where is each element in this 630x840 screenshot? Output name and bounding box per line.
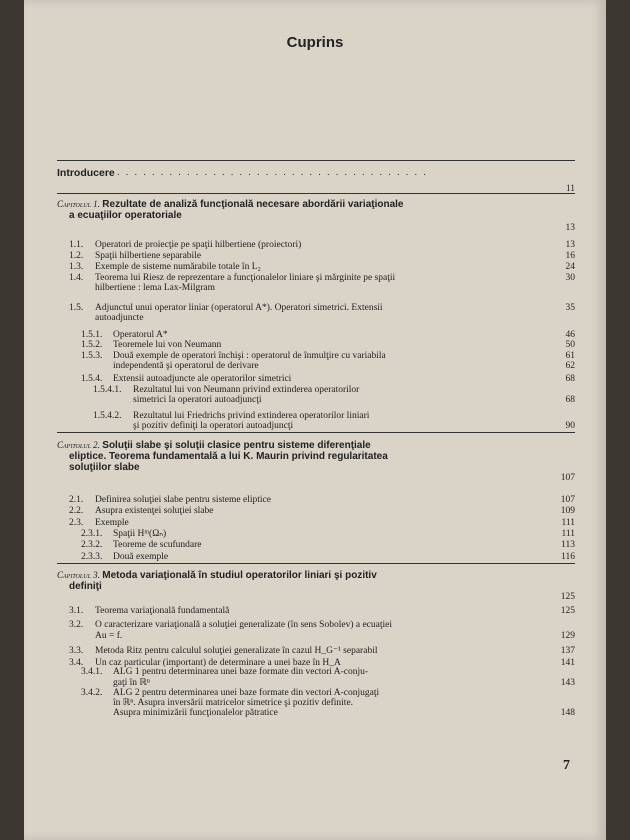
toc-entry-number: 1.4. xyxy=(69,273,84,283)
toc-entry-title: Adjunctul unui operator liniar (operatorul A*). Operatori simetrici. Extensii xyxy=(95,303,383,313)
toc-entry-title: Spaţii hilbertiene separabile xyxy=(95,251,202,261)
toc-page: 113 xyxy=(561,540,575,550)
toc-page: 35 xyxy=(565,303,575,313)
toc-entry-title: Asupra existenţei soluţiei slabe xyxy=(95,506,214,516)
toc-entry xyxy=(57,646,575,657)
toc-entry-number: 2.3.3. xyxy=(81,552,103,562)
toc-page: 11 xyxy=(565,184,575,194)
toc-entry-number: 3.4.2. xyxy=(81,688,103,698)
toc-entry xyxy=(57,283,575,294)
toc-page: 50 xyxy=(565,340,575,350)
toc-entry-number: 1.5.2. xyxy=(81,340,103,350)
toc-page: 62 xyxy=(565,361,575,371)
divider xyxy=(57,193,575,194)
divider xyxy=(57,160,575,161)
toc-entry-title: Metoda Ritz pentru calculul soluţiei generalizate în cazul H_G⁻¹ separabil xyxy=(95,646,378,656)
toc-page: 143 xyxy=(560,678,575,688)
toc-page: 30 xyxy=(565,273,575,283)
toc-entry-number: 3.4. xyxy=(69,658,84,668)
toc-page: 24 xyxy=(565,262,575,272)
toc-entry-number: 1.5. xyxy=(69,303,84,313)
toc-entry xyxy=(57,421,575,432)
toc-entry-number: 1.2. xyxy=(69,251,84,261)
toc-entry-number: 2.3.1. xyxy=(81,529,103,539)
chapter-label: Capitolul 2. xyxy=(57,440,100,450)
toc-entry-title: Exemple xyxy=(95,518,129,528)
toc-entry-number: 1.5.1. xyxy=(81,330,103,340)
toc-entry-title: Operatori de proiecţie pe spaţii hilbertiene (proiectori) xyxy=(95,240,302,250)
toc-entry-number: 1.5.4.1. xyxy=(93,385,122,395)
toc-entry-title: Au = f. xyxy=(95,631,123,641)
toc-entry xyxy=(57,240,575,251)
toc-page: 111 xyxy=(561,529,575,539)
chapter-title: Soluţii slabe şi soluţii clasice pentru sisteme diferenţiale xyxy=(102,440,371,451)
toc-entry-title: Două exemple xyxy=(113,552,169,562)
chapter-title: soluţiilor slabe xyxy=(69,462,140,473)
toc-entry-title: Rezultatul lui Friedrichs privind extinderea operatorilor liniari xyxy=(133,411,370,421)
toc-page: 129 xyxy=(560,631,575,641)
chapter-heading xyxy=(57,581,575,593)
toc-page: 46 xyxy=(565,330,575,340)
toc-entry-title: Exemple de sisteme numărabile totale în L₂ xyxy=(95,262,261,272)
toc-page: 13 xyxy=(565,223,575,233)
page-number: 7 xyxy=(563,758,570,773)
toc-entry-title: independentă şi operatorul de derivare xyxy=(113,361,259,371)
toc-entry-title: Introducere xyxy=(57,167,115,179)
chapter-title: Metoda variaţională în studiul operatorilor liniari şi pozitiv xyxy=(102,570,377,581)
toc-entry-number: 1.5.3. xyxy=(81,351,103,361)
chapter-label: Capitolul 1. xyxy=(57,199,100,209)
toc-entry-title: Spaţii Hᵐ(Ωₙ) xyxy=(113,529,167,539)
toc-entry-title: Teorema variaţională fundamentală xyxy=(95,606,230,616)
toc-entry-number: 3.3. xyxy=(69,646,84,656)
toc-entry xyxy=(57,395,575,406)
toc-entry-number: 3.2. xyxy=(69,620,84,630)
toc-page: 68 xyxy=(565,374,575,384)
toc-page: 137 xyxy=(560,646,575,656)
toc-entry-title: ALG 1 pentru determinarea unei baze formate din vectori A-conju- xyxy=(113,667,369,677)
toc-entry xyxy=(57,251,575,262)
toc-entry-title: ALG 2 pentru determinarea unei baze formate din vectori A-conjugaţi xyxy=(113,688,380,698)
toc-entry xyxy=(57,606,575,617)
toc-entry xyxy=(57,313,575,324)
toc-entry-title: şi pozitiv definiţi la operatori autoadjuncţi xyxy=(133,421,294,431)
toc-entry xyxy=(57,620,575,631)
toc-entry-number: 2.3. xyxy=(69,518,84,528)
toc-entry xyxy=(57,361,575,372)
toc-page: 116 xyxy=(561,552,575,562)
toc-entry xyxy=(57,667,575,678)
toc-entry xyxy=(57,495,575,506)
book-page xyxy=(24,0,606,840)
toc-page: 125 xyxy=(560,592,575,602)
divider xyxy=(57,432,575,433)
toc-page: 125 xyxy=(560,606,575,616)
toc-entry-title: Teoreme de scufundare xyxy=(113,540,202,550)
toc-entry-number: 1.5.4.2. xyxy=(93,411,122,421)
toc-entry xyxy=(57,262,575,273)
toc-entry-number: 3.1. xyxy=(69,606,84,616)
chapter-heading xyxy=(57,462,575,474)
chapter-title: definiţi xyxy=(69,581,102,592)
leader-dots: . . . . . . . . . . . . . . . . . . . . . . . . . . . . . . . . . . . . xyxy=(117,168,428,178)
toc-entry-title: Două exemple de operatori închişi : operatorul de înmulţire cu variabila xyxy=(113,351,386,361)
toc-page: 68 xyxy=(565,395,575,405)
toc-entry-title: Rezultatul lui von Neumann privind extinderea operatorilor xyxy=(133,385,360,395)
toc-entry-title: în ℝⁿ. Asupra inversării matricelor simetrice şi pozitiv definite. xyxy=(113,698,354,708)
toc-entry-intro xyxy=(57,167,575,194)
toc-page: 90 xyxy=(565,421,575,431)
toc-entry-title: O caracterizare variaţională a soluţiei generalizate (în sens Sobolev) a ecuaţiei xyxy=(95,620,392,630)
toc-entry-title: autoadjuncte xyxy=(95,313,144,323)
toc-entry-number: 1.5.4. xyxy=(81,374,103,384)
toc-entry-title: Definirea soluţiei slabe pentru sisteme eliptice xyxy=(95,495,271,505)
toc-entry-title: gaţi în ℝⁿ xyxy=(113,678,150,688)
toc-page: 141 xyxy=(560,658,575,668)
toc-entry xyxy=(57,506,575,517)
toc-entry xyxy=(57,631,575,642)
toc-page: 107 xyxy=(560,473,575,483)
toc-page: 148 xyxy=(560,708,575,718)
toc-entry-title: hilbertiene : lema Lax-Milgram xyxy=(95,283,216,293)
toc-entry-title: Operatorul A* xyxy=(113,330,168,340)
divider xyxy=(57,563,575,564)
toc-entry-number: 2.3.2. xyxy=(81,540,103,550)
toc-entry-number: 3.4.1. xyxy=(81,667,103,677)
chapter-title: a ecuaţiilor operatoriale xyxy=(69,210,182,221)
toc-page: 16 xyxy=(565,251,575,261)
toc-entry-title: Un caz particular (important) de determinare a unei baze în H_A xyxy=(95,658,341,668)
toc-entry xyxy=(57,708,575,719)
toc-page: 107 xyxy=(560,495,575,505)
toc-page: 111 xyxy=(561,518,575,528)
toc-entry-title: Teorema lui Riesz de reprezentare a funcţionalelor liniare şi mărginite pe spaţii xyxy=(95,273,396,283)
toc-entry xyxy=(57,552,575,563)
chapter-title: Rezultate de analiză funcţională necesare abordării variaţionale xyxy=(102,199,404,210)
toc-entry-title: Teoremele lui von Neumann xyxy=(113,340,222,350)
toc-entry xyxy=(57,518,575,529)
toc-page: 109 xyxy=(560,506,575,516)
chapter-title: eliptice. Teorema fundamentală a lui K. Maurin privind regularitatea xyxy=(69,451,388,462)
toc-entry-number: 2.2. xyxy=(69,506,84,516)
page-title: Cuprins xyxy=(286,34,344,51)
toc-entry xyxy=(57,529,575,540)
toc-page: 13 xyxy=(565,240,575,250)
toc-entry-title: Extensii autoadjuncte ale operatorilor simetrici xyxy=(113,374,292,384)
toc-entry-number: 1.3. xyxy=(69,262,84,272)
toc-entry xyxy=(57,340,575,351)
toc-entry-title: simetrici la operatori autoadjuncţi xyxy=(133,395,262,405)
chapter-label: Capitolul 3. xyxy=(57,570,100,580)
toc-page: 61 xyxy=(565,351,575,361)
toc-entry-number: 1.1. xyxy=(69,240,84,250)
toc-entry-number: 2.1. xyxy=(69,495,84,505)
toc-entry-title: Asupra minimizării funcţionalelor pătratice xyxy=(113,708,278,718)
toc-entry xyxy=(57,540,575,551)
chapter-heading xyxy=(57,210,575,222)
toc-entry xyxy=(57,374,575,385)
